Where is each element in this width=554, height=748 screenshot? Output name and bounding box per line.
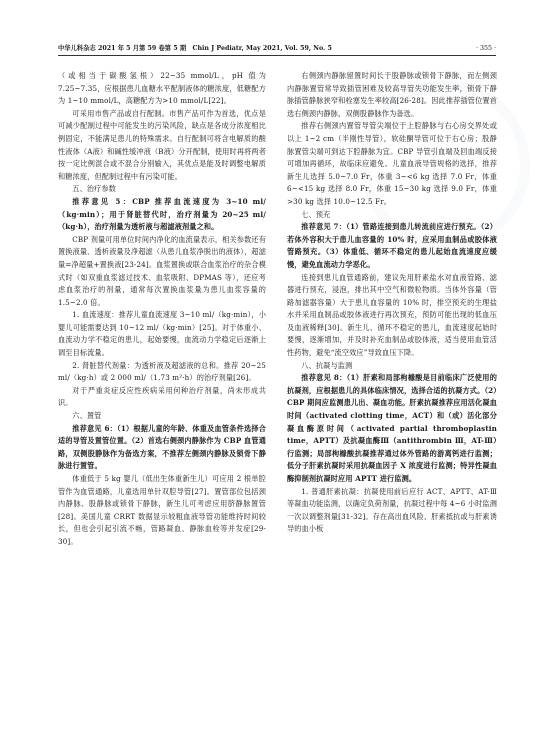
body-paragraph: 1. 血流速度：推荐儿童血流速度 3~10 ml/（kg·min），小婴儿可能需要达到 10~12 ml/（kg·min）[25]。对于体重小、血流动力学不稳定的患儿，起始要慢，血流动力学稳定后逐渐上调至目标流量。: [58, 310, 266, 358]
page-number: · 355 ·: [475, 45, 496, 52]
recommendation-paragraph: 推荐意见 6：（1）根据儿童的年龄、体重及血管条件选择合适的导管及置管位置。（2）首选右侧颈内静脉作为 CBP 血管通路，双侧股静脉作为备选方案，不推荐左侧颈内静脉及锁骨下静脉进行置管。: [58, 423, 266, 471]
body-paragraph: CBP 剂量可用单位时间内净化的血流量表示，相关参数还有置换液量、透析液量及净超滤（从患儿血浆净脱出的液体），超滤量=净超量+置换液[23-24]。血浆置换或联合血浆治疗的杂合模式时（如双重血浆滤过技术、血浆吸附、DPMAS 等），还应考虑血浆治疗的剂量，通常每次置换血浆量为患儿血浆容量的 1.5~2.0 倍。: [58, 234, 266, 307]
body-paragraph: 体重低于 5 kg 婴儿（低出生体重新生儿）可应用 2 根单腔管作为血管通路，儿童选用单针双腔导管[27]。置管部位包括颈内静脉、股静脉或锁骨下静脉，新生儿可考虑应用脐静脉置管[28]。美国儿童 CRRT 数据显示较粗血液导管功能维持时间较长，但也会引起引流不畅，管路凝血、静脉血栓等并发症[29-30]。: [58, 474, 266, 546]
recommendation-paragraph: 推荐意见 5：CBP 推荐血流速度为 3~10 ml/（kg·min）；用于肾脏替代时，治疗剂量为 20~25 ml/（kg·h），治疗剂量为透析液与超滤液剂量之和。: [58, 196, 266, 232]
body-paragraph: 连接到患儿血管通路前，建议先用肝素盐水对血液管路、滤器进行预充，浸泡，排出其中空气和微粒物质。当体外容量（管路加滤器容量）大于患儿血容量的 10% 时，排空预充的生理盐水并采用血制品或胶体液进行再次预充，预防可能出现的低血压及血液稀释[30]。新生儿、循环不稳定的患儿，血流速度起始时要慢，逐渐增加，并及时补充血制品或胶体液，适当使用血管活性药物，避免“流空效应”导致血压下降。: [287, 272, 497, 358]
running-header: [58, 43, 496, 56]
body-paragraph: 右侧颈内静脉留置时间长于股静脉或锁骨下静脉，而左侧颈内静脉置管常导致插管困难及较高导管失功能发生率，锁骨下静脉插管静脉狭窄和栓塞发生率较高[26-28]。因此推荐插管位置首选右侧颈内静脉，双侧股静脉作为备选。: [287, 71, 497, 118]
body-paragraph: 对于严重炎症反应性疾病采用何种治疗剂量，尚未形成共识。: [58, 385, 266, 408]
recommendation-paragraph: 推荐意见 8：（1）肝素和局部枸橼酸是目前临床广泛使用的抗凝剂，应根据患儿的具体临床情况，选择合适的抗凝方式。（2）CBP 期间应监测患儿出、凝血功能。肝素抗凝推荐应用活化凝血时间（activated clotting time，ACT）和（或）活化部分凝血酶原时间（activated partial thromboplastin time，APTT）及抗凝血酶Ⅲ（antithrombin Ⅲ，AT-Ⅲ）行监测；局部枸橼酸抗凝推荐通过体外管路的游离钙进行监测；低分子肝素抗凝时采用抗凝血因子 X 浓度进行监测；特异性凝血酶抑制剂抗凝时应用 APTT 进行监测。: [287, 373, 497, 483]
body-paragraph: 2. 肾脏替代剂量：为透析液及超滤液的总和。推荐 20~25 ml/（kg·h）或 2 000 ml/（1.73 m²·h）的治疗剂量[26]。: [58, 360, 266, 383]
right-column: [287, 70, 497, 536]
section-heading: 五、治疗参数: [72, 184, 117, 194]
body-paragraph: 1. 普通肝素抗凝：抗凝使用前后应行 ACT、APTT、AT-Ⅲ等凝血功能监测，以确定负荷剂量，抗凝过程中每 4~6 小时监测一次以调整剂量[31-32]。存在高出血风险、肝素抵抗或与肝素诱导的血小板: [287, 486, 497, 534]
section-heading: 七、预充: [301, 209, 331, 219]
section-heading: 八、抗凝与监测: [301, 360, 353, 370]
section-heading: 六、置管: [72, 411, 102, 421]
body-paragraph: （或相当于碳酸氢根）22~35 mmol/L，pH 值为 7.25~7.35，应根据患儿血糖水平配制液体的糖浓度，低糖配方为 1~10 mmol/L，高糖配方为>10 mmol/L[22]。: [58, 71, 266, 106]
recommendation-paragraph: 推荐意见 7：（1）管路连接到患儿转流前应进行预充。（2）若体外容积大于患儿血容量的 10% 时，应采用血制品或胶体液管路预充。（3）体重低、循环不稳定的患儿起始血流速度应缓慢，避免血流动力学恶化。: [287, 222, 497, 269]
left-column: [58, 70, 266, 549]
body-paragraph: 可采用市售产品或自行配制。市售产品可作为首选，优点是可减少配制过程中可能发生的污染风险，缺点是各成分浓度相比例固定，不能满足患儿的特殊需求。自行配制可将含电解质的酸性液体（A液）和碱性缓冲液（B液）分开配制，使用时再将两者按一定比例混合或不混合分别输入，其优点是能及时调整电解质和糖浓度，但配制过程中有污染可能。: [58, 108, 266, 181]
journal-citation: 中华儿科杂志 2021 年 5 月第 59 卷第 5 期 Chin J Pediatr, May 2021, Vol. 59, No. 5: [58, 45, 332, 52]
body-paragraph: 推荐右侧颈内置管导管尖端位于上腔静脉与右心房交界处或以上 1~2 cm（半刚性导管），软硅酮导管可位于右心房；股静脉置管尖端可到达下腔静脉为宜。CBP 导管引血端及回血端反接可增加再循环，故临床应避免。儿童血液导管规格的选择，推荐新生儿选择 5.0~7.0 Fr，体重 3~<6 kg 选择 7.0 Fr，体重 6~<15 kg 选择 8.0 Fr，体重 15~30 kg 选择 9.0 Fr，体重>30 kg 选择 10.0~12.5 Fr。: [287, 121, 497, 206]
